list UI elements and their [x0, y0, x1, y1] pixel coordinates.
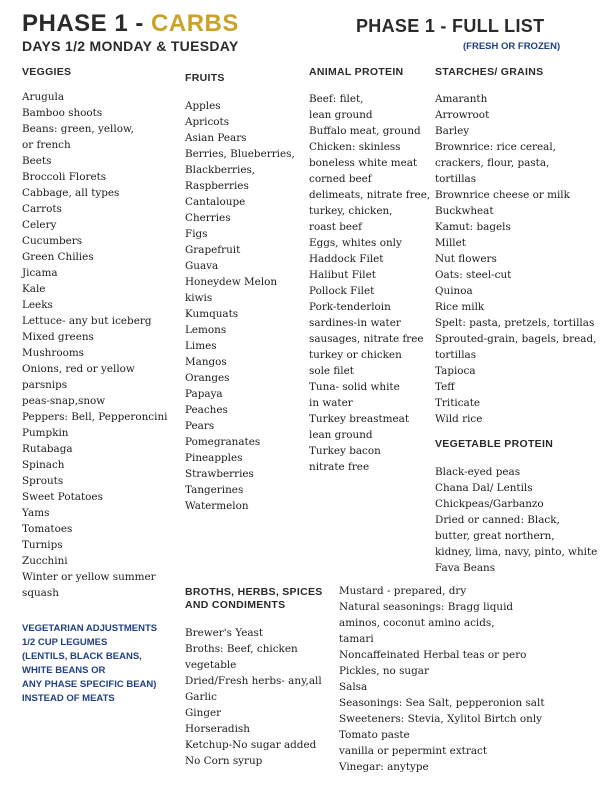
list-item: boneless white meat	[309, 157, 418, 169]
list-item: Dried or canned: Black,	[435, 514, 560, 526]
veggies-list	[22, 89, 167, 601]
list-item: Brownrice: rice cereal,	[435, 141, 556, 153]
list-item: Winter or yellow summer	[22, 571, 156, 583]
list-item: parsnips	[22, 379, 68, 391]
list-item: lean ground	[309, 429, 373, 441]
list-item: 1/2 CUP LEGUMES	[22, 637, 108, 648]
list-item: Barley	[435, 125, 470, 137]
list-item: vegetable	[185, 659, 237, 671]
list-item: in water	[309, 397, 353, 409]
list-item: Green Chilies	[22, 251, 94, 263]
list-item: Noncaffeinated Herbal teas or pero	[339, 649, 527, 661]
condiments-list	[339, 583, 545, 775]
list-item: Sprouts	[22, 475, 64, 487]
title-prefix: PHASE 1 -	[22, 10, 152, 37]
list-item: Eggs, whites only	[309, 237, 402, 249]
list-item: kidney, lima, navy, pinto, white	[435, 546, 598, 558]
list-item: No Corn syrup	[185, 755, 263, 767]
broths-heading-line2: AND CONDIMENTS	[185, 599, 286, 611]
list-item: sardines-in water	[309, 317, 401, 329]
list-item: squash	[22, 587, 59, 599]
list-item: Apples	[185, 100, 221, 112]
list-item: Cucumbers	[22, 235, 83, 247]
list-item: Beets	[22, 155, 52, 167]
list-item: Cherries	[185, 212, 231, 224]
list-item: Mangos	[185, 356, 227, 368]
list-item: turkey, chicken,	[309, 205, 393, 217]
list-item: Mixed greens	[22, 331, 94, 343]
page-title	[22, 10, 239, 38]
list-item: sausages, nitrate free	[309, 333, 424, 345]
list-item: butter, great northern,	[435, 530, 555, 542]
list-item: or french	[22, 139, 71, 151]
vegetarian-adjustments	[22, 622, 157, 706]
list-item: Peaches	[185, 404, 228, 416]
list-item: Buffalo meat, ground	[309, 125, 421, 137]
list-item: Onions, red or yellow	[22, 363, 135, 375]
list-item: WHITE BEANS OR	[22, 665, 106, 676]
list-item: Tuna- solid white	[309, 381, 400, 393]
list-item: Ketchup-No sugar added	[185, 739, 317, 751]
list-item: tamari	[339, 633, 374, 645]
list-item: Black-eyed peas	[435, 466, 521, 478]
list-item: Apricots	[185, 116, 230, 128]
fruits-list	[185, 98, 295, 514]
broths-heading	[185, 586, 323, 612]
list-item: Halibut Filet	[309, 269, 376, 281]
list-item: Raspberries	[185, 180, 249, 192]
list-item: Pomegranates	[185, 436, 261, 448]
list-item: Garlic	[185, 691, 217, 703]
veggies-heading: VEGGIES	[22, 66, 72, 78]
list-item: Turkey breastmeat	[309, 413, 410, 425]
list-item: Wild rice	[435, 413, 483, 425]
list-item: Oats: steel-cut	[435, 269, 512, 281]
animal-protein-heading: ANIMAL PROTEIN	[309, 66, 404, 78]
list-item: Berries, Blueberries,	[185, 148, 295, 160]
list-item: Ginger	[185, 707, 222, 719]
list-item: Limes	[185, 340, 217, 352]
list-item: Fava Beans	[435, 562, 496, 574]
list-item: aminos, coconut amino acids,	[339, 617, 495, 629]
list-item: Pickles, no sugar	[339, 665, 429, 677]
fresh-or-frozen-note: (FRESH OR FROZEN)	[463, 41, 561, 52]
list-item: turkey or chicken	[309, 349, 402, 361]
list-item: sole filet	[309, 365, 354, 377]
list-item: tortillas	[435, 173, 477, 185]
list-item: tortillas	[435, 349, 477, 361]
list-item: Brewer's Yeast	[185, 627, 264, 639]
full-list-title: PHASE 1 - FULL LIST	[356, 16, 545, 36]
list-item: Blackberries,	[185, 164, 256, 176]
vegetable-protein-heading: VEGETABLE PROTEIN	[435, 438, 554, 450]
list-item: Watermelon	[185, 500, 249, 512]
list-item: Turnips	[22, 539, 63, 551]
list-item: lean ground	[309, 109, 373, 121]
list-item: Sprouted-grain, bagels, bread,	[435, 333, 597, 345]
starches-heading: STARCHES/ GRAINS	[435, 66, 544, 78]
list-item: Lemons	[185, 324, 227, 336]
list-item: Teff	[435, 381, 455, 393]
list-item: Tomato paste	[339, 729, 410, 741]
list-item: Strawberries	[185, 468, 254, 480]
list-item: Dried/Fresh herbs- any,all	[185, 675, 322, 687]
list-item: Cabbage, all types	[22, 187, 120, 199]
list-item: Papaya	[185, 388, 223, 400]
list-item: Lettuce- any but iceberg	[22, 315, 152, 327]
list-item: Pollock Filet	[309, 285, 375, 297]
list-item: Chickpeas/Garbanzo	[435, 498, 544, 510]
list-item: roast beef	[309, 221, 363, 233]
broths-list	[185, 625, 322, 769]
list-item: Millet	[435, 237, 466, 249]
list-item: Broths: Beef, chicken	[185, 643, 298, 655]
list-item: Peppers: Bell, Pepperoncini	[22, 411, 168, 423]
list-item: Vinegar: anytype	[339, 761, 429, 773]
list-item: Rutabaga	[22, 443, 73, 455]
list-item: Kamut: bagels	[435, 221, 511, 233]
list-item: VEGETARIAN ADJUSTMENTS	[22, 623, 158, 634]
list-item: Triticate	[435, 397, 481, 409]
list-item: Nut flowers	[435, 253, 497, 265]
list-item: Quinoa	[435, 285, 473, 297]
list-item: Asian Pears	[185, 132, 247, 144]
list-item: Bamboo shoots	[22, 107, 103, 119]
list-item: Tangerines	[185, 484, 244, 496]
list-item: Kale	[22, 283, 46, 295]
list-item: Yams	[22, 507, 50, 519]
list-item: Beef: filet,	[309, 93, 364, 105]
list-item: Arugula	[22, 91, 65, 103]
list-item: Carrots	[22, 203, 62, 215]
list-item: Chicken: skinless	[309, 141, 401, 153]
list-item: Honeydew Melon	[185, 276, 278, 288]
page-subtitle: DAYS 1/2 MONDAY & TUESDAY	[22, 38, 239, 54]
list-item: Sweeteners: Stevia, Xylitol Birtch only	[339, 713, 543, 725]
list-item: Leeks	[22, 299, 53, 311]
list-item: Pears	[185, 420, 215, 432]
list-item: Turkey bacon	[309, 445, 381, 457]
list-item: Arrowroot	[435, 109, 490, 121]
list-item: Brownrice cheese or milk	[435, 189, 570, 201]
list-item: Zucchini	[22, 555, 68, 567]
list-item: Haddock Filet	[309, 253, 384, 265]
list-item: Figs	[185, 228, 208, 240]
list-item: Pumpkin	[22, 427, 69, 439]
list-item: Spinach	[22, 459, 65, 471]
list-item: Cantaloupe	[185, 196, 246, 208]
list-item: ANY PHASE SPECIFIC BEAN)	[22, 679, 157, 690]
list-item: Broccoli Florets	[22, 171, 107, 183]
vegetable-protein-list	[435, 464, 597, 576]
list-item: Mustard - prepared, dry	[339, 585, 467, 597]
list-item: Tapioca	[435, 365, 476, 377]
list-item: peas-snap,snow	[22, 395, 106, 407]
list-item: Natural seasonings: Bragg liquid	[339, 601, 514, 613]
list-item: Amaranth	[435, 93, 488, 105]
list-item: Spelt: pasta, pretzels, tortillas	[435, 317, 595, 329]
list-item: corned beef	[309, 173, 372, 185]
starches-list	[435, 91, 596, 427]
list-item: Salsa	[339, 681, 368, 693]
list-item: Horseradish	[185, 723, 250, 735]
list-item: INSTEAD OF MEATS	[22, 693, 115, 704]
title-highlight: CARBS	[151, 10, 239, 37]
list-item: Celery	[22, 219, 57, 231]
list-item: Tomatoes	[22, 523, 73, 535]
broths-heading-line1: BROTHS, HERBS, SPICES	[185, 586, 323, 598]
animal-protein-list	[309, 91, 430, 475]
list-item: Sweet Potatoes	[22, 491, 103, 503]
list-item: delimeats, nitrate free,	[309, 189, 431, 201]
list-item: vanilla or pepermint extract	[339, 745, 488, 757]
list-item: Oranges	[185, 372, 230, 384]
list-item: Beans: green, yellow,	[22, 123, 134, 135]
fruits-heading: FRUITS	[185, 72, 225, 84]
list-item: Buckwheat	[435, 205, 494, 217]
list-item: Chana Dal/ Lentils	[435, 482, 533, 494]
list-item: Jicama	[22, 267, 58, 279]
list-item: crackers, flour, pasta,	[435, 157, 550, 169]
list-item: Pineapples	[185, 452, 243, 464]
list-item: Mushrooms	[22, 347, 85, 359]
list-item: Guava	[185, 260, 219, 272]
list-item: Pork-tenderloin	[309, 301, 391, 313]
list-item: Grapefruit	[185, 244, 241, 256]
list-item: Kumquats	[185, 308, 239, 320]
list-item: (LENTILS, BLACK BEANS,	[22, 651, 142, 662]
list-item: Rice milk	[435, 301, 485, 313]
list-item: Seasonings: Sea Salt, pepperonion salt	[339, 697, 545, 709]
list-item: kiwis	[185, 292, 213, 304]
list-item: nitrate free	[309, 461, 370, 473]
